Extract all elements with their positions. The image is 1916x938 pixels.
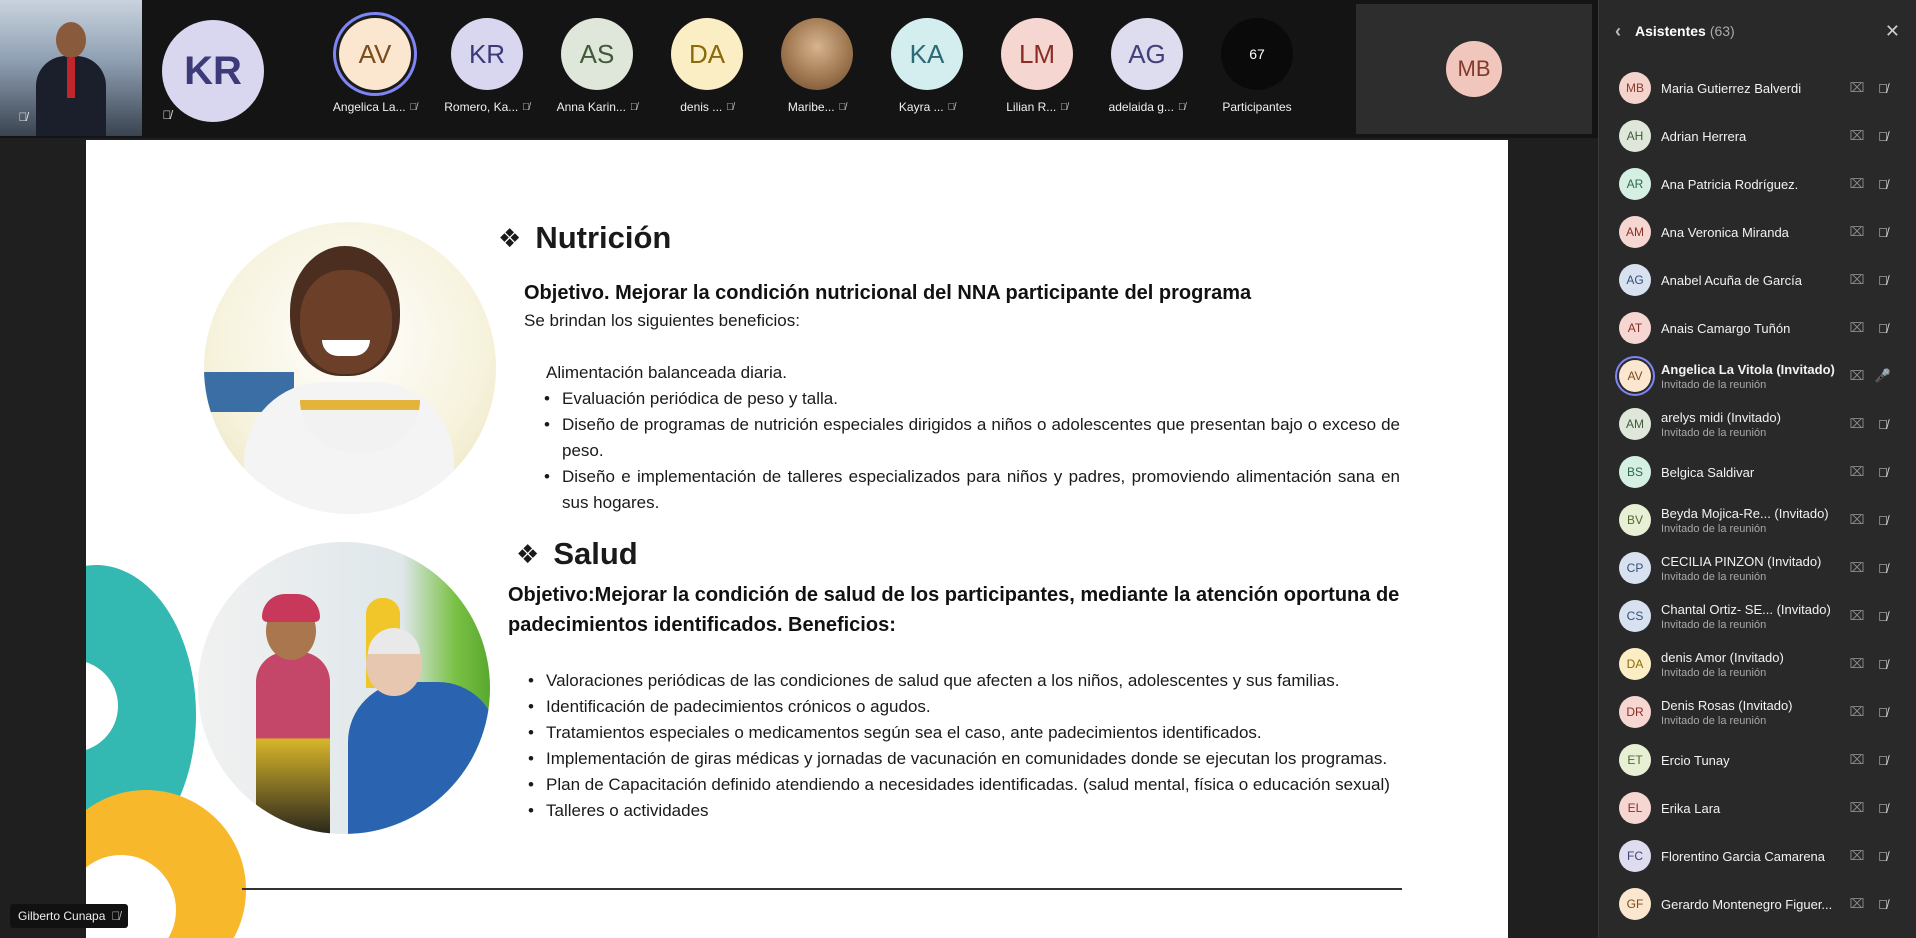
camera-off-icon: ⌧ <box>1849 464 1865 479</box>
attendee-avatar: GF <box>1619 888 1651 920</box>
mic-off-icon: 🎙̸ <box>162 108 172 122</box>
mic-off-icon: 🎙̸ <box>18 110 28 124</box>
mic-off-icon: 🎙̸ <box>1878 608 1888 624</box>
salud-objective-text: :Mejorar la condición de salud de los participantes, mediante la atención oportuna de padecimientos identificados. Beneficios: <box>508 584 1400 636</box>
attendee-info <box>1661 273 1844 288</box>
mic-off-icon: 🎙̸ <box>1878 800 1888 816</box>
mic-off-icon: 🎙̸ <box>1878 848 1888 864</box>
attendee-info <box>1661 225 1844 240</box>
participant-name-row <box>982 100 1092 114</box>
attendee-name: Ana Veronica Miranda <box>1661 224 1789 240</box>
attendees-list <box>1599 62 1916 928</box>
attendee-row[interactable] <box>1599 112 1916 160</box>
attendee-row[interactable] <box>1599 640 1916 688</box>
participant-name: Lilian R... <box>1006 100 1057 114</box>
attendee-info <box>1661 554 1844 583</box>
back-chevron-icon[interactable]: ‹ <box>1615 20 1621 41</box>
participant-avatar: DA <box>671 18 743 90</box>
attendee-info <box>1661 602 1844 631</box>
participant-avatar: AS <box>561 18 633 90</box>
participant-avatar: AV <box>339 18 411 90</box>
participant-tile[interactable] <box>652 18 762 118</box>
attendee-info <box>1661 506 1844 535</box>
camera-off-icon: ⌧ <box>1849 800 1865 815</box>
attendee-info <box>1661 177 1844 192</box>
participant-name-row <box>432 100 542 114</box>
mic-off-icon: 🎙̸ <box>1878 896 1888 912</box>
attendee-avatar: BS <box>1619 456 1651 488</box>
attendee-name: Beyda Mojica-Re... (Invitado) <box>1661 505 1829 521</box>
mic-off-icon: 🎙̸ <box>1878 560 1888 576</box>
benefit-item: • Diseño de programas de nutrición especiales dirigidos a niños o adolescentes que presentan bajo o exceso de peso. <box>544 412 1400 464</box>
attendee-role: Invitado de la reunión <box>1661 522 1767 535</box>
mic-off-icon: 🎙̸ <box>1878 80 1888 96</box>
child-eating-photo <box>204 222 496 514</box>
participant-tile[interactable] <box>432 18 542 118</box>
attendee-name: Anabel Acuña de García <box>1661 272 1802 288</box>
presenter-name-chip <box>10 904 128 928</box>
participant-name-row <box>762 100 872 114</box>
attendee-name: CECILIA PINZON (Invitado) <box>1661 553 1822 569</box>
attendee-name: Florentino Garcia Camarena <box>1661 848 1826 864</box>
attendee-name: Belgica Saldivar <box>1661 464 1755 480</box>
attendee-row[interactable] <box>1599 496 1916 544</box>
attendees-panel <box>1598 0 1916 938</box>
section-nutricion-heading <box>498 220 671 256</box>
participants-count-tile[interactable] <box>1202 18 1312 118</box>
attendee-info <box>1661 849 1844 864</box>
attendee-avatar: AG <box>1619 264 1651 296</box>
attendee-name: Gerardo Montenegro Figuer... <box>1661 896 1833 912</box>
camera-off-icon: ⌧ <box>1849 560 1865 575</box>
participant-name: Kayra ... <box>898 100 944 114</box>
mic-off-icon: 🎙̸ <box>1878 752 1888 768</box>
attendee-row[interactable] <box>1599 688 1916 736</box>
attendee-row[interactable] <box>1599 592 1916 640</box>
attendee-avatar: DR <box>1619 696 1651 728</box>
camera-off-icon: ⌧ <box>1849 224 1865 239</box>
attendee-info <box>1661 129 1844 144</box>
attendee-info <box>1661 362 1844 391</box>
benefit-item: • Evaluación periódica de peso y talla. <box>544 386 1400 412</box>
mic-off-icon: 🎙̸ <box>947 101 956 113</box>
presenter-name: Gilberto Cunapa <box>18 909 106 923</box>
mic-off-icon: 🎙̸ <box>1060 101 1068 113</box>
participant-avatar: KA <box>891 18 963 90</box>
attendee-name: Angelica La Vitola (Invitado) <box>1661 361 1835 377</box>
camera-off-icon: ⌧ <box>1849 704 1865 719</box>
participant-strip <box>0 0 1598 138</box>
mic-off-icon: 🎙̸ <box>838 101 847 113</box>
section-title: Salud <box>553 536 638 571</box>
camera-off-icon: ⌧ <box>1849 752 1865 767</box>
participant-name-row <box>652 100 762 114</box>
camera-off-icon: ⌧ <box>1849 368 1865 383</box>
attendee-info <box>1661 650 1844 679</box>
attendee-avatar: DA <box>1619 648 1651 680</box>
participant-name-row <box>320 100 430 114</box>
mic-off-icon: 🎙̸ <box>111 909 121 923</box>
attendee-info <box>1661 698 1844 727</box>
nutricion-objective: Objetivo. Mejorar la condición nutricional del NNA participante del programa <box>524 282 1252 304</box>
attendee-row[interactable] <box>1599 304 1916 352</box>
mic-off-icon: 🎙̸ <box>629 101 638 113</box>
attendee-row[interactable] <box>1599 400 1916 448</box>
mic-off-icon: 🎙̸ <box>1878 656 1888 672</box>
mic-off-icon: 🎙̸ <box>1878 416 1888 432</box>
camera-off-icon: ⌧ <box>1849 272 1865 287</box>
camera-off-icon: ⌧ <box>1849 416 1865 431</box>
attendee-info <box>1661 465 1844 480</box>
self-avatar[interactable]: KR <box>162 20 264 122</box>
mic-off-icon: 🎙̸ <box>1878 272 1888 288</box>
camera-off-icon: ⌧ <box>1849 128 1865 143</box>
attendee-row[interactable] <box>1599 448 1916 496</box>
participant-tile[interactable] <box>982 18 1092 118</box>
camera-off-icon: ⌧ <box>1849 320 1865 335</box>
photo-woman <box>256 652 330 834</box>
participant-avatar: KR <box>451 18 523 90</box>
video-person-tie <box>67 58 75 98</box>
mic-off-icon: 🎙̸ <box>1177 101 1186 113</box>
attendee-info <box>1661 81 1844 96</box>
mic-off-icon: 🎙̸ <box>1878 464 1888 480</box>
benefit-item: • Tratamientos especiales o medicamentos según sea el caso, ante padecimientos identificados. <box>528 720 1420 746</box>
mic-off-icon: 🎙̸ <box>1878 176 1888 192</box>
video-person-head <box>56 22 86 58</box>
benefit-item: • Valoraciones periódicas de las condiciones de salud que afecten a los niños, adolescentes y sus familias. <box>528 668 1420 694</box>
attendee-row[interactable] <box>1599 784 1916 832</box>
attendees-title: Asistentes <box>1635 23 1706 39</box>
participant-tile[interactable] <box>320 18 430 118</box>
attendee-name: denis Amor (Invitado) <box>1661 649 1784 665</box>
participant-tile[interactable] <box>872 18 982 118</box>
camera-off-icon: ⌧ <box>1849 656 1865 671</box>
attendee-name: Chantal Ortiz- SE... (Invitado) <box>1661 601 1831 617</box>
participant-avatar <box>781 18 853 90</box>
medical-care-photo <box>198 542 490 834</box>
section-title: Nutrición <box>535 220 672 255</box>
participant-name: Maribe... <box>787 100 835 114</box>
attendee-role: Invitado de la reunión <box>1661 666 1767 679</box>
attendee-name: Denis Rosas (Invitado) <box>1661 697 1793 713</box>
attendee-row[interactable] <box>1599 208 1916 256</box>
benefit-item: • Diseño e implementación de talleres especializados para niños y padres, promoviendo alimentación sana en sus hogares. <box>544 464 1400 516</box>
attendee-info <box>1661 801 1844 816</box>
mic-off-icon: 🎙̸ <box>1878 512 1888 528</box>
attendee-info <box>1661 410 1844 439</box>
attendee-role: Invitado de la reunión <box>1661 426 1767 439</box>
photo-woman-scarf <box>262 594 320 622</box>
attendee-name: Ercio Tunay <box>1661 752 1730 768</box>
attendee-avatar: AM <box>1619 216 1651 248</box>
diamond-bullet-icon: ❖ <box>498 222 522 253</box>
mic-off-icon: 🎙̸ <box>726 101 734 113</box>
attendee-role: Invitado de la reunión <box>1661 570 1767 583</box>
photo-child-face <box>300 270 392 374</box>
attendee-info <box>1661 897 1844 912</box>
attendee-row[interactable] <box>1599 352 1916 400</box>
participant-tile[interactable] <box>542 18 652 118</box>
attendee-row[interactable] <box>1599 544 1916 592</box>
salud-objective-prefix: Objetivo <box>508 584 589 606</box>
participant-name-row <box>542 100 652 114</box>
attendee-avatar: ET <box>1619 744 1651 776</box>
nutricion-intro: Se brindan los siguientes beneficios: <box>524 311 800 330</box>
attendee-row[interactable] <box>1599 880 1916 928</box>
video-person <box>36 22 106 136</box>
camera-off-icon: ⌧ <box>1849 176 1865 191</box>
attendee-role: Invitado de la reunión <box>1661 714 1767 727</box>
participants-count-label: Participantes <box>1222 100 1292 114</box>
attendee-row[interactable] <box>1599 160 1916 208</box>
section-salud-heading <box>516 536 638 572</box>
participant-name-row <box>1092 100 1202 114</box>
attendee-name: Ana Patricia Rodríguez. <box>1661 176 1799 192</box>
participant-name: Romero, Ka... <box>444 100 519 114</box>
attendee-avatar: MB <box>1619 72 1651 104</box>
participant-name: Anna Karin... <box>556 100 626 114</box>
divider-line <box>242 888 1402 890</box>
camera-off-icon: ⌧ <box>1849 896 1865 911</box>
attendee-name: arelys midi (Invitado) <box>1661 409 1781 425</box>
mic-off-icon: 🎙̸ <box>522 101 530 113</box>
self-video-tile[interactable] <box>0 0 142 136</box>
participant-name: adelaida g... <box>1108 100 1174 114</box>
mic-off-icon: 🎙̸ <box>1878 704 1888 720</box>
attendee-avatar: AM <box>1619 408 1651 440</box>
mic-off-icon: 🎙̸ <box>1878 128 1888 144</box>
attendee-row[interactable] <box>1599 64 1916 112</box>
attendee-avatar: BV <box>1619 504 1651 536</box>
mic-off-icon: 🎙̸ <box>409 101 418 113</box>
attendee-row[interactable] <box>1599 736 1916 784</box>
attendees-panel-header <box>1599 0 1916 62</box>
attendee-avatar: EL <box>1619 792 1651 824</box>
mic-off-icon: 🎙̸ <box>1878 320 1888 336</box>
nutricion-first-benefit: Alimentación balanceada diaria. <box>546 363 787 382</box>
attendee-info <box>1661 753 1844 768</box>
attendee-role: Invitado de la reunión <box>1661 378 1767 391</box>
attendee-avatar: CS <box>1619 600 1651 632</box>
featured-participant-tile[interactable] <box>1356 4 1592 134</box>
attendee-row[interactable] <box>1599 256 1916 304</box>
camera-off-icon: ⌧ <box>1849 608 1865 623</box>
participant-name: denis ... <box>680 100 723 114</box>
camera-off-icon: ⌧ <box>1849 848 1865 863</box>
mic-off-icon: 🎙̸ <box>1878 224 1888 240</box>
participant-tile[interactable] <box>1092 18 1202 118</box>
benefit-item: • Implementación de giras médicas y jornadas de vacunación en comunidades donde se ejecutan los programas. <box>528 746 1420 772</box>
attendee-avatar: AH <box>1619 120 1651 152</box>
attendee-row[interactable] <box>1599 832 1916 880</box>
attendee-role: Invitado de la reunión <box>1661 618 1767 631</box>
photo-doctor <box>348 682 490 834</box>
salud-objective <box>508 580 1420 640</box>
benefit-item: • Plan de Capacitación definido atendiendo a necesidades identificadas. (salud mental, física o educación sexual) <box>528 772 1420 798</box>
participant-tile[interactable] <box>762 18 872 118</box>
attendee-avatar: AT <box>1619 312 1651 344</box>
attendee-name: Erika Lara <box>1661 800 1721 816</box>
close-icon[interactable]: ✕ <box>1884 20 1900 41</box>
attendees-count: (63) <box>1709 23 1735 39</box>
participant-avatar: AG <box>1111 18 1183 90</box>
attendee-name: Adrian Herrera <box>1661 128 1747 144</box>
attendee-name: Maria Gutierrez Balverdi <box>1661 80 1802 96</box>
mic-on-icon: 🎤 <box>1874 368 1892 383</box>
attendee-avatar: CP <box>1619 552 1651 584</box>
camera-off-icon: ⌧ <box>1849 80 1865 95</box>
participant-name-row <box>872 100 982 114</box>
attendee-name: Anais Camargo Tuñón <box>1661 320 1791 336</box>
nutricion-benefits-list <box>544 386 1400 516</box>
participants-count: 67 <box>1221 18 1293 90</box>
attendee-avatar: AR <box>1619 168 1651 200</box>
shared-slide <box>86 140 1508 938</box>
participant-name: Angelica La... <box>332 100 406 114</box>
benefit-item: • Identificación de padecimientos crónicos o agudos. <box>528 694 1420 720</box>
attendee-avatar: FC <box>1619 840 1651 872</box>
attendee-info <box>1661 321 1844 336</box>
attendee-avatar: AV <box>1619 360 1651 392</box>
camera-off-icon: ⌧ <box>1849 512 1865 527</box>
featured-avatar: MB <box>1446 41 1502 97</box>
participant-avatar: LM <box>1001 18 1073 90</box>
salud-benefits-list <box>528 668 1420 824</box>
benefit-item: • Talleres o actividades <box>528 798 1420 824</box>
diamond-bullet-icon: ❖ <box>516 538 540 569</box>
